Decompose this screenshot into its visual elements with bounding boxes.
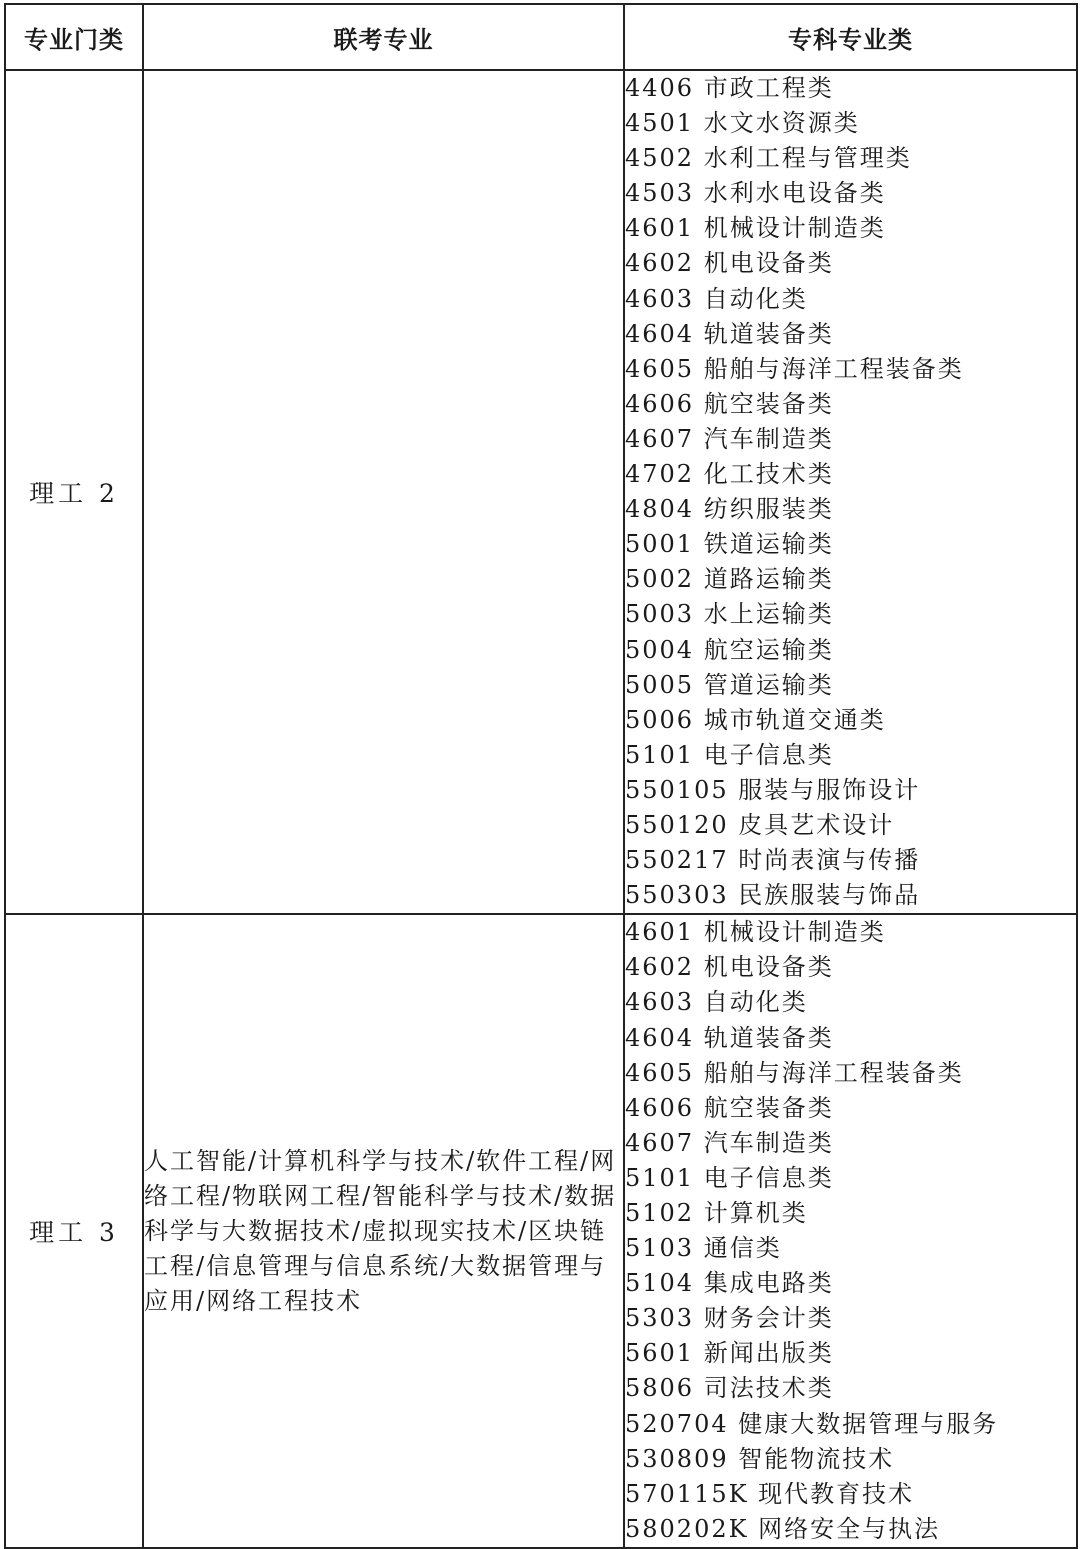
list-item: 4606 航空装备类 <box>625 389 834 418</box>
list-item: 4502 水利工程与管理类 <box>625 144 912 173</box>
list-item: 5003 水上运输类 <box>625 600 834 629</box>
list-item: 5806 司法技术类 <box>625 1374 834 1403</box>
list-item: 4604 轨道装备类 <box>625 1023 834 1052</box>
list-item: 4601 机械设计制造类 <box>625 214 886 243</box>
list-item: 520704 健康大数据管理与服务 <box>625 1409 999 1438</box>
college-major-cell <box>624 70 1077 914</box>
list-item: 4606 航空装备类 <box>625 1093 834 1122</box>
list-item: 4605 船舶与海洋工程装备类 <box>625 354 964 383</box>
header-joint-major: 联考专业 <box>143 4 624 70</box>
list-item: 5001 铁道运输类 <box>625 530 834 559</box>
list-item: 5104 集成电路类 <box>625 1269 834 1298</box>
list-item: 4501 水文水资源类 <box>625 109 860 138</box>
list-item: 5002 道路运输类 <box>625 565 834 594</box>
list-item: 4607 汽车制造类 <box>625 424 834 453</box>
list-item: 4601 机械设计制造类 <box>625 918 886 947</box>
list-item: 4604 轨道装备类 <box>625 319 834 348</box>
list-item: 4503 水利水电设备类 <box>625 179 886 208</box>
header-category: 专业门类 <box>5 4 143 70</box>
joint-major-cell <box>143 70 624 914</box>
list-item: 4804 纺织服装类 <box>625 495 834 524</box>
list-item: 5101 电子信息类 <box>625 740 834 769</box>
college-major-cell <box>624 914 1077 1548</box>
college-major-list <box>625 71 1076 913</box>
list-item: 5303 财务会计类 <box>625 1304 834 1333</box>
list-item: 5601 新闻出版类 <box>625 1339 834 1368</box>
list-item: 550120 皮具艺术设计 <box>625 810 895 839</box>
list-item: 4702 化工技术类 <box>625 460 834 489</box>
list-item: 5102 计算机类 <box>625 1199 808 1227</box>
list-item: 4602 机电设备类 <box>625 249 834 278</box>
header-row <box>5 4 1077 70</box>
list-item: 4602 机电设备类 <box>625 953 834 982</box>
college-major-list <box>625 915 1076 1547</box>
list-item: 5004 航空运输类 <box>625 635 834 664</box>
list-item: 4605 船舶与海洋工程装备类 <box>625 1058 964 1087</box>
majors-table <box>4 3 1078 1549</box>
list-item: 4603 自动化类 <box>625 988 808 1017</box>
list-item: 570115K 现代教育技术 <box>625 1479 915 1508</box>
list-item: 530809 智能物流技术 <box>625 1444 895 1473</box>
list-item: 550105 服装与服饰设计 <box>625 775 921 804</box>
table-row-ligong-3 <box>5 914 1077 1548</box>
list-item: 4607 汽车制造类 <box>625 1128 834 1157</box>
joint-major-cell: 人工智能/计算机科学与技术/软件工程/网络工程/物联网工程/智能科学与技术/数据科学与大数据技术/虚拟现实技术/区块链工程/信息管理与信息系统/大数据管理与应用/网络工程技术 <box>143 914 624 1548</box>
list-item: 4603 自动化类 <box>625 284 808 313</box>
list-item: 550217 时尚表演与传播 <box>625 846 921 875</box>
list-item: 580202K 网络安全与执法 <box>625 1514 941 1543</box>
category-cell: 理工 3 <box>5 914 143 1548</box>
list-item: 550303 民族服装与饰品 <box>625 881 921 910</box>
list-item: 5006 城市轨道交通类 <box>625 705 886 734</box>
category-cell: 理工 2 <box>5 70 143 914</box>
header-college-major: 专科专业类 <box>624 4 1077 70</box>
list-item: 4406 市政工程类 <box>625 74 834 102</box>
list-item: 5005 管道运输类 <box>625 670 834 699</box>
list-item: 5101 电子信息类 <box>625 1163 834 1192</box>
list-item: 5103 通信类 <box>625 1234 782 1263</box>
table-row-ligong-2 <box>5 70 1077 914</box>
